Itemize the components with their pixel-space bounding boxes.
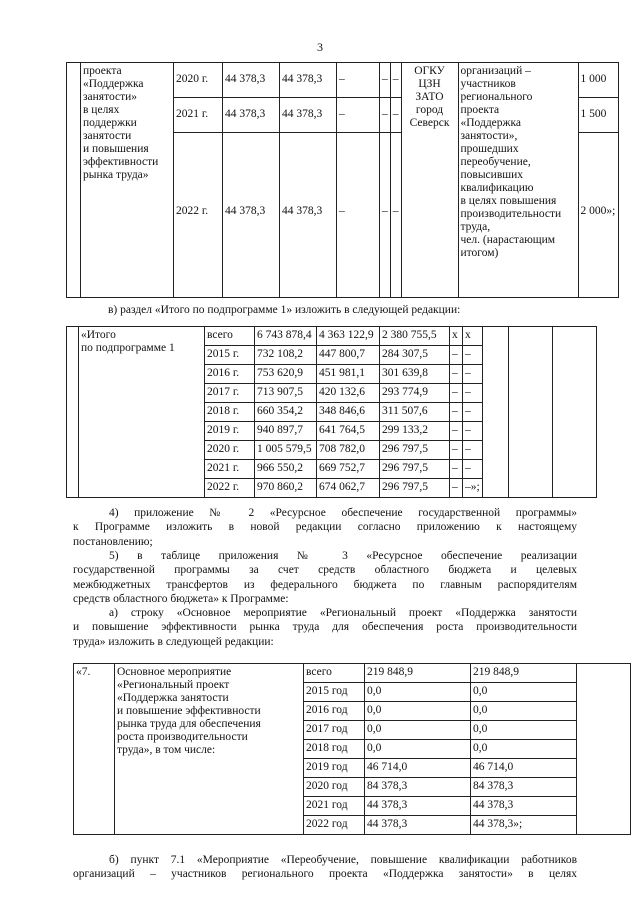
year-cell: 2018 год [304, 740, 365, 759]
text-line: «Поддержка [83, 78, 144, 90]
text-line: труда», в том числе: [117, 744, 216, 756]
mark-cell: – [450, 384, 463, 403]
value-cell: 6 743 878,4 [255, 327, 317, 346]
table-project-funding [66, 62, 619, 298]
value-cell: – [337, 133, 380, 298]
value-cell: – [337, 98, 380, 133]
executor-cell [401, 63, 458, 298]
mark-cell: – [450, 460, 463, 479]
project-name-cell [81, 63, 174, 298]
table-subprogram-total [66, 326, 597, 498]
blank-cell [508, 327, 552, 498]
value-cell: 0,0 [471, 740, 577, 759]
row-number-cell: «7. [74, 664, 115, 835]
paragraph-b [73, 853, 577, 882]
year-cell: 2017 г. [205, 384, 255, 403]
value-cell: 0,0 [365, 683, 471, 702]
text-line: город [415, 104, 444, 116]
blank-cell [67, 327, 79, 498]
value-cell: 44 378,3 [280, 133, 337, 298]
value-cell: 284 307,5 [380, 346, 450, 365]
text-line: б) пункт 7.1 «Мероприятие «Переобучение, повышение квалификации работников [109, 854, 577, 866]
value-cell: 296 797,5 [380, 441, 450, 460]
text-line: занятости», [460, 130, 518, 142]
value-cell: 0,0 [471, 702, 577, 721]
mark-cell: –»; [463, 479, 483, 498]
value-cell: 2 380 755,5 [380, 327, 450, 346]
value-cell: 44 378,3 [365, 797, 471, 816]
text-line: а) строку «Основное мероприятие «Региональный проект «Поддержка занятости [109, 607, 577, 619]
value-cell: 420 132,6 [317, 384, 380, 403]
mark-cell: – [463, 460, 483, 479]
year-cell: 2021 г. [205, 460, 255, 479]
text-line: повысивших [460, 169, 524, 181]
year-cell: 2020 г. [205, 441, 255, 460]
text-line: в целях [83, 104, 120, 116]
year-cell: 2022 г. [205, 479, 255, 498]
mark-cell: – [450, 479, 463, 498]
value-cell: 1 005 579,5 [255, 441, 317, 460]
dash-cell: – [380, 133, 391, 298]
text-line: межбюджетных трансфертов из федерального бюджета по главным распорядителям [73, 578, 577, 591]
text-line: в целях повышения [460, 195, 557, 207]
indicator-cell [458, 63, 578, 298]
mark-cell: – [450, 346, 463, 365]
dash-cell: – [380, 63, 391, 98]
dash-cell: – [380, 98, 391, 133]
mark-cell: х [463, 327, 483, 346]
mark-cell: х [450, 327, 463, 346]
mark-cell: – [463, 365, 483, 384]
text-line: труда, [460, 221, 491, 233]
text-line: ОГКУ [414, 65, 445, 77]
value-cell: 451 981,1 [317, 365, 380, 384]
year-cell: 2016 г. [205, 365, 255, 384]
paragraph-5 [73, 549, 577, 606]
text-line: и повышение эффективности рынка труда для обеспечения роста производительности [73, 621, 577, 634]
text-line: государственной программы за счет средств областного бюджета и целевых [73, 564, 577, 577]
text-line: по подпрограмме 1 [81, 342, 175, 354]
text-line: итогом) [460, 247, 499, 259]
value-cell: 660 354,2 [255, 403, 317, 422]
text-line: прошедших [460, 143, 519, 155]
value-cell: 447 800,7 [317, 346, 380, 365]
year-cell: 2018 г. [205, 403, 255, 422]
target-cell: 1 000 [578, 63, 618, 98]
mark-cell: – [463, 346, 483, 365]
value-cell: 293 774,9 [380, 384, 450, 403]
value-cell: 84 378,3 [471, 778, 577, 797]
mark-cell: – [450, 441, 463, 460]
mark-cell: – [463, 422, 483, 441]
value-cell: 966 550,2 [255, 460, 317, 479]
text-line: «Региональный проект [117, 679, 230, 691]
value-cell: 970 860,2 [255, 479, 317, 498]
text-line: «Итого [81, 329, 116, 341]
value-cell: 708 782,0 [317, 441, 380, 460]
text-line: средств областного бюджета» к Программе: [73, 592, 289, 605]
value-cell: 46 714,0 [365, 759, 471, 778]
mark-cell: – [463, 441, 483, 460]
text-line: организаций – [460, 65, 531, 77]
value-cell: 44 378,3 [365, 816, 471, 835]
paragraph-v: в) раздел «Итого по подпрограмме 1» изложить в следующей редакции: [108, 304, 461, 316]
text-line: занятости» [83, 91, 138, 103]
text-line: «Поддержка занятости [117, 692, 229, 704]
subprogram-label-cell [79, 327, 205, 498]
text-line: проекта [460, 104, 500, 116]
target-cell: 1 500 [578, 98, 618, 133]
value-cell: 44 378,3 [223, 98, 280, 133]
text-line: ЦЗН [418, 78, 441, 90]
text-line: Северск [409, 117, 450, 129]
value-cell: 44 378,3 [280, 63, 337, 98]
year-cell: 2022 г. [174, 133, 223, 298]
dash-cell: – [390, 133, 401, 298]
text-line: рынка труда» [83, 169, 149, 181]
value-cell: 84 378,3 [365, 778, 471, 797]
text-line: 4) приложение № 2 «Ресурсное обеспечение государственной программы» [109, 507, 577, 519]
table-main-activity [73, 663, 631, 835]
value-cell: 299 133,2 [380, 422, 450, 441]
text-line: производительности [460, 208, 562, 220]
text-line: регионального [460, 91, 533, 103]
year-cell: 2020 г. [174, 63, 223, 98]
value-cell: 0,0 [471, 721, 577, 740]
text-line: к Программе изложить в новой редакции согласно приложению к настоящему [73, 521, 577, 534]
year-cell: 2019 год [304, 759, 365, 778]
text-line: постановлению; [73, 535, 153, 548]
text-line: 5) в таблице приложения № 3 «Ресурсное обеспечение реализации [109, 550, 577, 562]
year-cell: 2017 год [304, 721, 365, 740]
value-cell: 301 639,8 [380, 365, 450, 384]
blank-cell [577, 664, 631, 835]
mark-cell: – [450, 422, 463, 441]
year-cell: 2015 г. [205, 346, 255, 365]
value-cell: 4 363 122,9 [317, 327, 380, 346]
value-cell: 0,0 [365, 702, 471, 721]
value-cell: 0,0 [365, 721, 471, 740]
paragraph-4 [73, 506, 577, 549]
text-line: участников [460, 78, 516, 90]
value-cell: 44 378,3 [223, 63, 280, 98]
value-cell: – [337, 63, 380, 98]
text-line: «Поддержка [460, 117, 521, 129]
value-cell: 348 846,6 [317, 403, 380, 422]
value-cell: 669 752,7 [317, 460, 380, 479]
year-cell: всего [304, 664, 365, 683]
value-cell: 713 907,5 [255, 384, 317, 403]
table-row [74, 664, 631, 683]
page-number: 3 [317, 40, 323, 54]
year-cell: 2022 год [304, 816, 365, 835]
value-cell: 940 897,7 [255, 422, 317, 441]
value-cell: 0,0 [471, 683, 577, 702]
year-cell: 2021 год [304, 797, 365, 816]
text-line: поддержки [83, 117, 137, 129]
text-line: занятости [83, 130, 132, 142]
target-cell: 2 000»; [578, 133, 618, 298]
mark-cell: – [450, 403, 463, 422]
value-cell: 641 764,5 [317, 422, 380, 441]
text-line: Основное мероприятие [117, 666, 232, 678]
value-cell: 0,0 [365, 740, 471, 759]
year-cell: всего [205, 327, 255, 346]
text-line: рынка труда для обеспечения [117, 718, 261, 730]
text-line: и повышения [83, 143, 149, 155]
text-line: квалификацию [460, 182, 534, 194]
text-line: организаций – участников регионального проекта «Поддержка занятости» в целях [73, 868, 577, 881]
year-cell: 2021 г. [174, 98, 223, 133]
value-cell: 311 507,6 [380, 403, 450, 422]
blank-cell [67, 63, 81, 298]
text-line: проекта [83, 65, 122, 77]
activity-name-cell [115, 664, 304, 835]
dash-cell: – [390, 98, 401, 133]
value-cell: 296 797,5 [380, 479, 450, 498]
blank-cell [552, 327, 596, 498]
table-row [67, 327, 597, 346]
year-cell: 2015 год [304, 683, 365, 702]
value-cell: 46 714,0 [471, 759, 577, 778]
text-line: и повышение эффективности [117, 705, 261, 717]
value-cell: 219 848,9 [365, 664, 471, 683]
text-line: ЗАТО [415, 91, 444, 103]
text-line: роста производительности [117, 731, 248, 743]
dash-cell: – [390, 63, 401, 98]
text-line: переобучение, [460, 156, 531, 168]
text-line: труда» изложить в следующей редакции: [73, 635, 274, 648]
year-cell: 2016 год [304, 702, 365, 721]
text-line: эффективности [83, 156, 159, 168]
mark-cell: – [463, 384, 483, 403]
value-cell: 44 378,3 [280, 98, 337, 133]
paragraph-a [73, 606, 577, 649]
value-cell: 44 378,3»; [471, 816, 577, 835]
mark-cell: – [463, 403, 483, 422]
year-cell: 2020 год [304, 778, 365, 797]
value-cell: 44 378,3 [471, 797, 577, 816]
value-cell: 753 620,9 [255, 365, 317, 384]
value-cell: 219 848,9 [471, 664, 577, 683]
blank-cell [482, 327, 508, 498]
value-cell: 732 108,2 [255, 346, 317, 365]
value-cell: 296 797,5 [380, 460, 450, 479]
value-cell: 44 378,3 [223, 133, 280, 298]
mark-cell: – [450, 365, 463, 384]
table-row [67, 63, 619, 98]
text-line: чел. (нарастающим [460, 234, 556, 246]
value-cell: 674 062,7 [317, 479, 380, 498]
year-cell: 2019 г. [205, 422, 255, 441]
